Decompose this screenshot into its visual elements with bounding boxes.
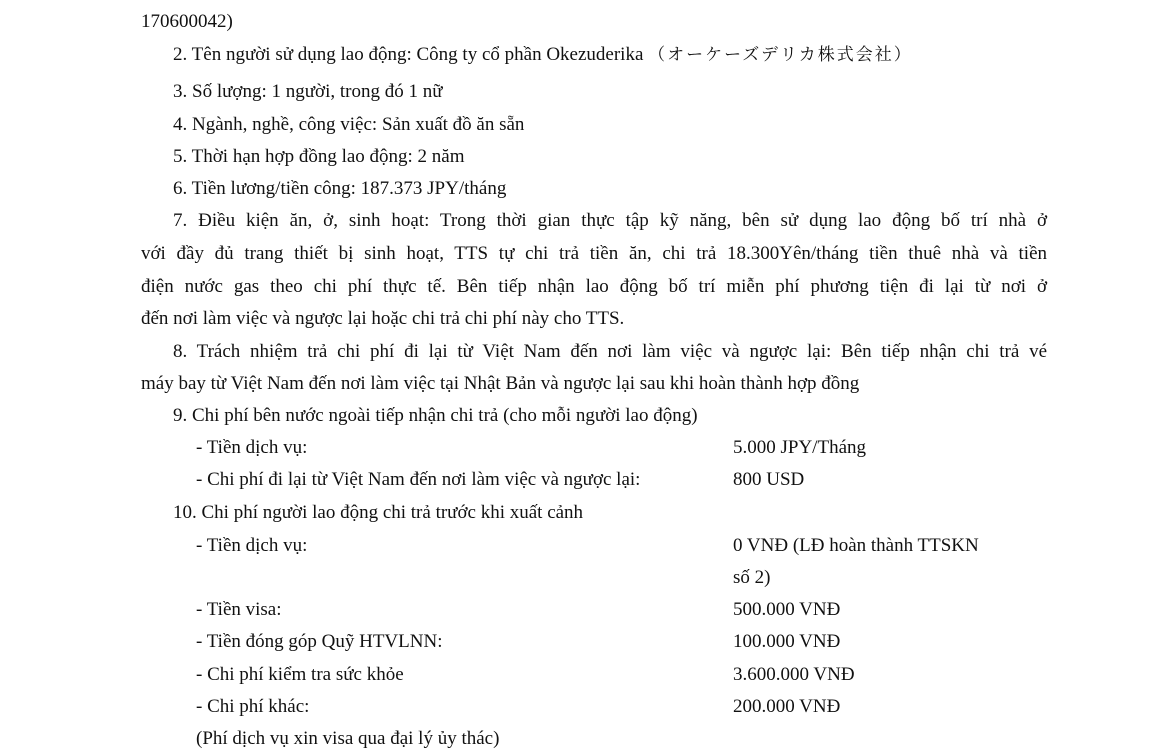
other-costs-note: (Phí dịch vụ xin visa qua đại lý ủy thác) xyxy=(196,728,500,749)
employer-name-japanese: （オーケーズデリカ株式会社） xyxy=(648,45,913,65)
foreign-costs-title: 9. Chi phí bên nước ngoài tiếp nhận chi trả (cho mỗi người lao động) xyxy=(173,405,698,426)
industry-line: 4. Ngành, nghề, công việc: Sản xuất đồ ăn sẵn xyxy=(173,114,525,135)
foreign-service-fee-label: - Tiền dịch vụ: xyxy=(196,437,308,458)
living-conditions-line-4: đến nơi làm việc và ngược lại hoặc chi trả chi phí này cho TTS. xyxy=(141,308,625,329)
employer-name-line xyxy=(173,44,913,66)
living-conditions-line-2: với đầy đủ trang thiết bị sinh hoạt, TTS tự chi trả tiền ăn, chi trả 18.300Yên/tháng tiền thuê nhà và tiền xyxy=(141,243,1047,264)
visa-fee-value: 500.000 VNĐ xyxy=(733,599,841,620)
other-costs-value: 200.000 VNĐ xyxy=(733,696,841,717)
worker-service-fee-label: - Tiền dịch vụ: xyxy=(196,535,308,556)
foreign-travel-cost-value: 800 USD xyxy=(733,469,805,490)
health-check-label: - Chi phí kiểm tra sức khỏe xyxy=(196,664,404,685)
salary-line: 6. Tiền lương/tiền công: 187.373 JPY/tháng xyxy=(173,178,507,199)
worker-service-fee-value-cont: số 2) xyxy=(733,567,771,588)
travel-responsibility-line-1: 8. Trách nhiệm trả chi phí đi lại từ Việt Nam đến nơi làm việc và ngược lại: Bên tiếp nhận chi trả vé xyxy=(173,341,1047,362)
worker-costs-title: 10. Chi phí người lao động chi trả trước khi xuất cảnh xyxy=(173,502,584,523)
foreign-service-fee-value: 5.000 JPY/Tháng xyxy=(733,437,866,458)
living-conditions-line-3: điện nước gas theo chi phí thực tế. Bên tiếp nhận lao động bố trí miễn phí phương tiện đi lại từ nơi ở xyxy=(141,276,1047,297)
other-costs-label: - Chi phí khác: xyxy=(196,696,310,717)
fund-contribution-label: - Tiền đóng góp Quỹ HTVLNN: xyxy=(196,631,443,652)
visa-fee-label: - Tiền visa: xyxy=(196,599,282,620)
quantity-line: 3. Số lượng: 1 người, trong đó 1 nữ xyxy=(173,81,443,102)
worker-service-fee-value: 0 VNĐ (LĐ hoàn thành TTSKN xyxy=(733,535,979,556)
travel-responsibility-line-2: máy bay từ Việt Nam đến nơi làm việc tại Nhật Bản và ngược lại sau khi hoàn thành hợp đồng xyxy=(141,373,860,394)
employer-name-label: 2. Tên người sử dụng lao động: Công ty cổ phần Okezuderika xyxy=(173,44,644,65)
license-number-tail: 170600042) xyxy=(141,11,233,32)
health-check-value: 3.600.000 VNĐ xyxy=(733,664,855,685)
fund-contribution-value: 100.000 VNĐ xyxy=(733,631,841,652)
foreign-travel-cost-label: - Chi phí đi lại từ Việt Nam đến nơi làm việc và ngược lại: xyxy=(196,469,641,490)
living-conditions-line-1: 7. Điều kiện ăn, ở, sinh hoạt: Trong thời gian thực tập kỹ năng, bên sử dụng lao động bố trí nhà ở xyxy=(173,210,1047,231)
contract-term-line: 5. Thời hạn hợp đồng lao động: 2 năm xyxy=(173,146,465,167)
